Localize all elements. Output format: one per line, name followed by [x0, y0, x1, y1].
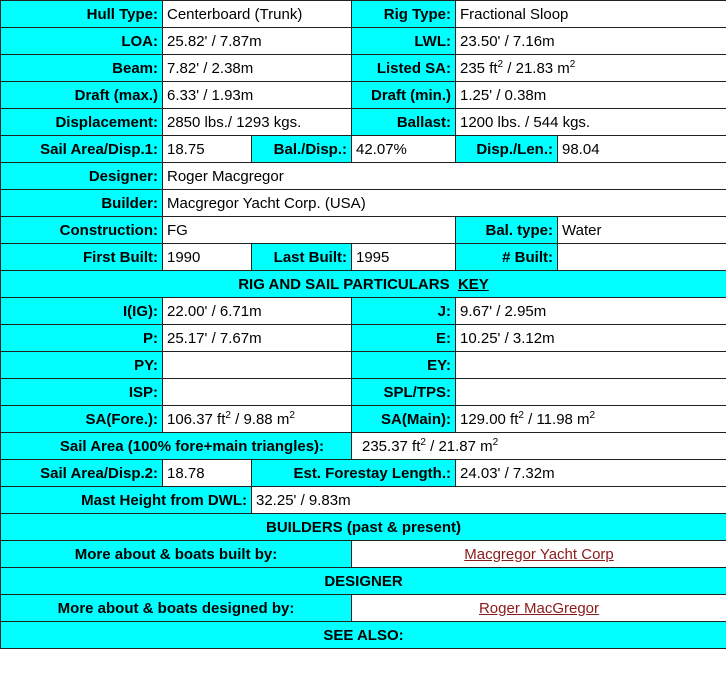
disp-len-value: 98.04: [558, 136, 726, 163]
designer-more-label: More about & boats designed by:: [1, 595, 352, 622]
table-row: [1, 595, 726, 622]
table-row: [1, 244, 726, 271]
mast-height-label: Mast Height from DWL:: [1, 487, 252, 514]
table-row: [1, 460, 726, 487]
table-row: [1, 298, 726, 325]
rig-section-title: RIG AND SAIL PARTICULARS: [238, 275, 450, 293]
table-row: [1, 109, 726, 136]
table-row: [1, 352, 726, 379]
sa-disp2-label: Sail Area/Disp.2:: [1, 460, 163, 487]
builders-label: More about & boats built by:: [1, 541, 352, 568]
py-value: [163, 352, 352, 379]
forestay-value: 24.03' / 7.32m: [456, 460, 726, 487]
spl-tps-label: SPL/TPS:: [352, 379, 456, 406]
table-row: [1, 190, 726, 217]
table-row: [1, 406, 726, 433]
draft-max-label: Draft (max.): [1, 82, 163, 109]
num-built-value: [558, 244, 726, 271]
i-ig-label: I(IG):: [1, 298, 163, 325]
table-row: [1, 217, 726, 244]
table-row: [1, 487, 726, 514]
e-value: 10.25' / 3.12m: [456, 325, 726, 352]
beam-value: 7.82' / 2.38m: [163, 55, 352, 82]
table-row: [1, 55, 726, 82]
lwl-value: 23.50' / 7.16m: [456, 28, 726, 55]
sa-disp1-value: 18.75: [163, 136, 252, 163]
sa-disp2-value: 18.78: [163, 460, 252, 487]
isp-label: ISP:: [1, 379, 163, 406]
table-row: [1, 514, 726, 541]
table-row: [1, 433, 726, 460]
displacement-label: Displacement:: [1, 109, 163, 136]
table-row: [1, 163, 726, 190]
e-label: E:: [352, 325, 456, 352]
i-ig-value: 22.00' / 6.71m: [163, 298, 352, 325]
designer-section-header: DESIGNER: [1, 568, 726, 595]
sa-main-value: 129.00 $ft^2 / 11.98$ $m^2$: [456, 406, 726, 433]
num-built-label: # Built:: [456, 244, 558, 271]
designer-link[interactable]: Roger MacGregor: [478, 599, 600, 617]
hull-type-value: Centerboard (Trunk): [163, 1, 352, 28]
see-also-header: SEE ALSO:: [1, 622, 726, 649]
table-row: [1, 82, 726, 109]
table-row: [1, 271, 726, 298]
ballast-label: Ballast:: [352, 109, 456, 136]
builder-label: Builder:: [1, 190, 163, 217]
construction-label: Construction:: [1, 217, 163, 244]
key-link[interactable]: KEY: [457, 275, 489, 293]
sa-fore-value: 106.37 $ft^2 / 9.88$ $m^2$: [163, 406, 352, 433]
j-label: J:: [352, 298, 456, 325]
table-row: [1, 1, 726, 28]
table-row: [1, 379, 726, 406]
lwl-label: LWL:: [352, 28, 456, 55]
last-built-label: Last Built:: [252, 244, 352, 271]
hull-type-label: Hull Type:: [1, 1, 163, 28]
sa-fore-label: SA(Fore.):: [1, 406, 163, 433]
first-built-label: First Built:: [1, 244, 163, 271]
p-value: 25.17' / 7.67m: [163, 325, 352, 352]
loa-value: 25.82' / 7.87m: [163, 28, 352, 55]
builder-link[interactable]: Macgregor Yacht Corp: [464, 545, 614, 563]
rig-section-header: [1, 271, 726, 298]
beam-label: Beam:: [1, 55, 163, 82]
table-row: [1, 541, 726, 568]
forestay-label: Est. Forestay Length.:: [252, 460, 456, 487]
table-row: [1, 568, 726, 595]
builder-value: Macgregor Yacht Corp. (USA): [163, 190, 726, 217]
mast-height-value: 32.25' / 9.83m: [252, 487, 726, 514]
sail-area-total-value: 235.37 $ft^2 / 21.87$ $m^2$: [352, 433, 726, 460]
bal-disp-label: Bal./Disp.:: [252, 136, 352, 163]
rig-type-label: Rig Type:: [352, 1, 456, 28]
rig-type-value: Fractional Sloop: [456, 1, 726, 28]
table-row: [1, 28, 726, 55]
table-row: [1, 622, 726, 649]
designer-link-cell: [352, 595, 726, 622]
designer-label: Designer:: [1, 163, 163, 190]
last-built-value: 1995: [352, 244, 456, 271]
p-label: P:: [1, 325, 163, 352]
draft-min-value: 1.25' / 0.38m: [456, 82, 726, 109]
bal-type-value: Water: [558, 217, 726, 244]
ballast-value: 1200 lbs. / 544 kgs.: [456, 109, 726, 136]
ey-value: [456, 352, 726, 379]
isp-value: [163, 379, 352, 406]
draft-min-label: Draft (min.): [352, 82, 456, 109]
table-row: [1, 325, 726, 352]
builders-link-cell: [352, 541, 726, 568]
py-label: PY:: [1, 352, 163, 379]
construction-value: FG: [163, 217, 456, 244]
displacement-value: 2850 lbs./ 1293 kgs.: [163, 109, 352, 136]
bal-type-label: Bal. type:: [456, 217, 558, 244]
builders-section-header: BUILDERS (past & present): [1, 514, 726, 541]
listed-sa-label: Listed SA:: [352, 55, 456, 82]
draft-max-value: 6.33' / 1.93m: [163, 82, 352, 109]
table-row: [1, 136, 726, 163]
spl-tps-value: [456, 379, 726, 406]
loa-label: LOA:: [1, 28, 163, 55]
listed-sa-value: 235 $ft^2 / 21.83$ $m^2$: [456, 55, 726, 82]
sa-disp1-label: Sail Area/Disp.1:: [1, 136, 163, 163]
bal-disp-value: 42.07%: [352, 136, 456, 163]
sail-area-total-label: Sail Area (100% fore+main triangles):: [1, 433, 352, 460]
disp-len-label: Disp./Len.:: [456, 136, 558, 163]
sa-main-label: SA(Main):: [352, 406, 456, 433]
j-value: 9.67' / 2.95m: [456, 298, 726, 325]
first-built-value: 1990: [163, 244, 252, 271]
ey-label: EY:: [352, 352, 456, 379]
designer-value: Roger Macgregor: [163, 163, 726, 190]
